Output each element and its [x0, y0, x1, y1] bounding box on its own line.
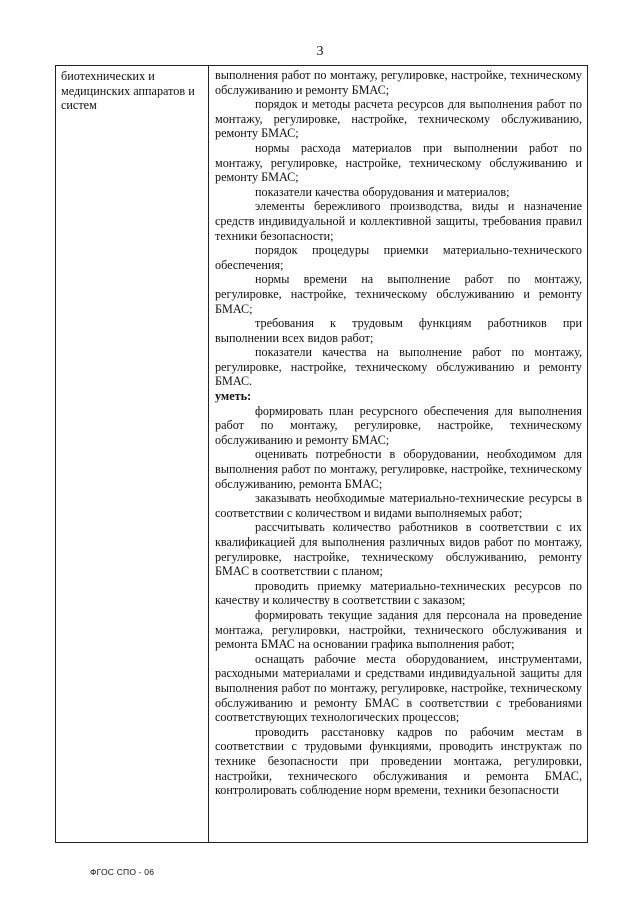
standards-table [55, 65, 588, 843]
list-item: требования к трудовым функциям работников при выполнении всех видов работ; [215, 316, 582, 345]
list-item: нормы расхода материалов при выполнении работ по монтажу, регулировке, настройке, техническому обслуживанию и ремонту БМАС; [215, 140, 582, 185]
list-item: показатели качества оборудования и материалов; [255, 184, 510, 199]
list-item: оценивать потребности в оборудовании, необходимом для выполнения работ по монтажу, регулировке, настройке, техническому обслуживанию, ремонта БМАС; [215, 447, 582, 491]
list-item: заказывать необходимые материально-технические ресурсы в соответствии с количеством и видами выполняемых работ; [215, 491, 582, 520]
left-cell-text: биотехнических и медицинских аппаратов и систем [61, 69, 195, 113]
table-cell-left [56, 66, 209, 843]
list-item: выполнения работ по монтажу, регулировке, настройке, техническому обслуживанию и ремонту БМАС; [215, 68, 582, 97]
right-cell-content [209, 66, 587, 798]
list-item: нормы времени на выполнение работ по монтажу, регулировке, настройке, техническому обслуживанию и ремонту БМАС; [215, 272, 582, 316]
list-item: формировать план ресурсного обеспечения для выполнения работ по монтажу, регулировке, настройке, техническому обслуживанию и ремонту БМАС; [215, 403, 582, 447]
list-item: проводить расстановку кадров по рабочим местам в соответствии с трудовыми функциями, проводить инструктаж по технике безопасности при проведении монтажа, регулировки, настройки, технического обслуживания и ремонта БМАС, контролировать соблюдение норм времени, техники безопасности [215, 724, 582, 798]
list-item: оснащать рабочие места оборудованием, инструментами, расходными материалами и средствами индивидуальной защиты для выполнения работ по монтажу, регулировке, настройке, техническому обслуживанию и ремонту БМАС в соответствии с требованиями соответствующих технологических процессов; [215, 651, 582, 725]
table-cell-right [209, 66, 588, 843]
list-item: показатели качества на выполнение работ по монтажу, регулировке, настройке, техническому обслуживанию и ремонту БМАС. [215, 345, 582, 389]
list-item: проводить приемку материально-технических ресурсов по качеству и количеству в соответствии с заказом; [215, 578, 582, 608]
footer-label: ФГОС СПО - 06 [90, 867, 155, 877]
page-number: 3 [316, 44, 324, 59]
table-row [56, 66, 588, 843]
list-item: порядок и методы расчета ресурсов для выполнения работ по монтажу, регулировке, настройке, техническому обслуживанию, ремонту БМАС; [215, 97, 582, 141]
list-item: порядок процедуры приемки материально-технического обеспечения; [215, 243, 582, 272]
list-item: формировать текущие задания для персонала на проведение монтажа, регулировки, настройки, технического обслуживания и ремонта БМАС на основании графика выполнения работ; [215, 607, 582, 652]
list-item: элементы бережливого производства, виды и назначение средств индивидуальной и коллективной защиты, требования правил техники безопасности; [215, 199, 582, 243]
skills-heading: уметь: [215, 389, 252, 404]
list-item: рассчитывать количество работников в соответствии с их квалификацией для выполнения различных видов работ по монтажу, регулировке, настройке, техническому обслуживанию, ремонту БМАС в соответствии с планом; [215, 520, 582, 579]
